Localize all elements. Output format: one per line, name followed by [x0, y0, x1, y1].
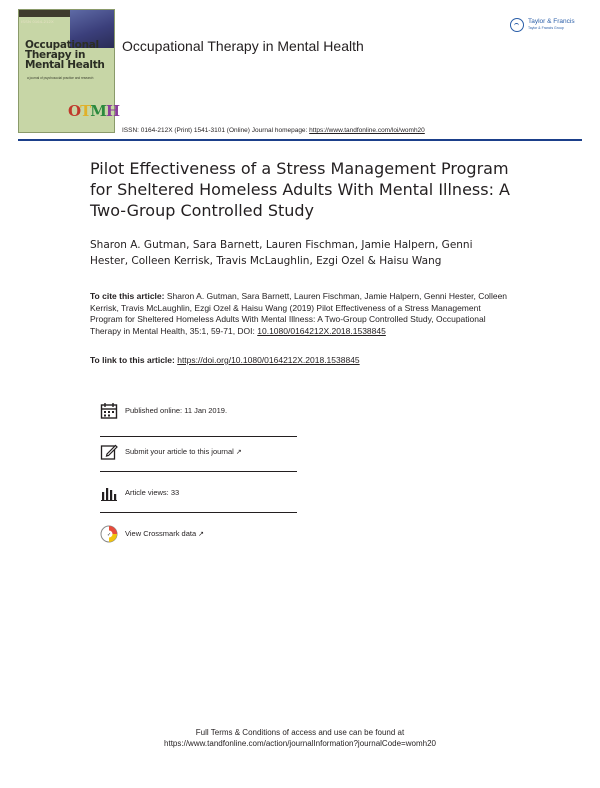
crossmark-link[interactable]: View Crossmark data ↗	[125, 529, 205, 538]
cover-strip-text: ISSN 0164-212X	[21, 19, 54, 24]
article-doi-url[interactable]: https://doi.org/10.1080/0164212X.2018.1538845	[177, 355, 360, 365]
calendar-icon	[100, 402, 118, 420]
journal-name: Occupational Therapy in Mental Health	[122, 38, 364, 54]
footer	[0, 727, 600, 749]
cover-subtitle: a journal of psychosocial practice and research	[27, 76, 94, 80]
cover-title: Occupational Therapy in Mental Health	[25, 39, 105, 71]
published-row	[100, 402, 297, 424]
cite-label: To cite this article:	[90, 291, 165, 301]
submit-article-row[interactable]	[100, 443, 297, 465]
external-link-icon: ↗	[198, 531, 205, 538]
bar-chart-icon	[100, 484, 118, 502]
divider	[100, 512, 297, 513]
cite-text: Sharon A. Gutman, Sara Barnett, Lauren Fischman, Jamie Halpern, Genni Hester, Colleen Kerrisk, Travis McLaughlin, Ezgi Ozel & Haisu Wang (2019) Pilot Effectiveness of a Stress Management Program for Sheltered Homeless Adults With Mental Illness: A Two-Group Controlled Study, Occupational Therapy in Mental Health, 35:1, 59-71, DOI:	[90, 291, 508, 336]
article-authors: Sharon A. Gutman, Sara Barnett, Lauren Fischman, Jamie Halpern, Genni Hester, Colleen Kerrisk, Travis McLaughlin, Ezgi Ozel & Haisu Wang	[90, 239, 473, 267]
footer-terms-url[interactable]: https://www.tandfonline.com/action/journalInformation?journalCode=womh20	[164, 739, 436, 748]
taylor-francis-logo[interactable]	[510, 16, 595, 38]
divider	[100, 471, 297, 472]
journal-homepage-link[interactable]: https://www.tandfonline.com/loi/womh20	[309, 127, 425, 134]
footer-terms-text: Full Terms & Conditions of access and use can be found at	[195, 728, 405, 737]
published-date: Published online: 11 Jan 2019.	[125, 406, 228, 415]
issn-line	[122, 127, 425, 134]
publisher-tagline: Taylor & Francis Group	[528, 26, 564, 30]
article-title: Pilot Effectiveness of a Stress Management Program for Sheltered Homeless Adults With Mental Illness: A Two-Group Controlled Study	[90, 159, 510, 220]
citation-block	[90, 291, 510, 337]
crossmark-icon	[100, 525, 118, 543]
publisher-name: Taylor & Francis	[528, 18, 575, 25]
article-link-line	[90, 355, 510, 365]
divider	[100, 436, 297, 437]
article-views-row	[100, 484, 297, 506]
publisher-logo-icon	[510, 18, 524, 32]
edit-icon	[100, 443, 118, 461]
issn-text: ISSN: 0164-212X (Print) 1541-3101 (Online) Journal homepage:	[122, 127, 310, 134]
cover-otmh-logo: OTMH	[68, 102, 120, 120]
journal-cover-image[interactable]	[18, 9, 120, 133]
doi-link[interactable]: 10.1080/0164212X.2018.1538845	[257, 325, 386, 336]
external-link-icon: ↗	[235, 449, 242, 456]
crossmark-row[interactable]	[100, 525, 297, 547]
submit-article-link[interactable]: Submit your article to this journal ↗	[125, 447, 242, 456]
header-rule	[18, 139, 582, 141]
svg-text:✓: ✓	[107, 532, 112, 538]
link-label: To link to this article:	[90, 355, 178, 365]
article-views: Article views: 33	[125, 488, 180, 497]
